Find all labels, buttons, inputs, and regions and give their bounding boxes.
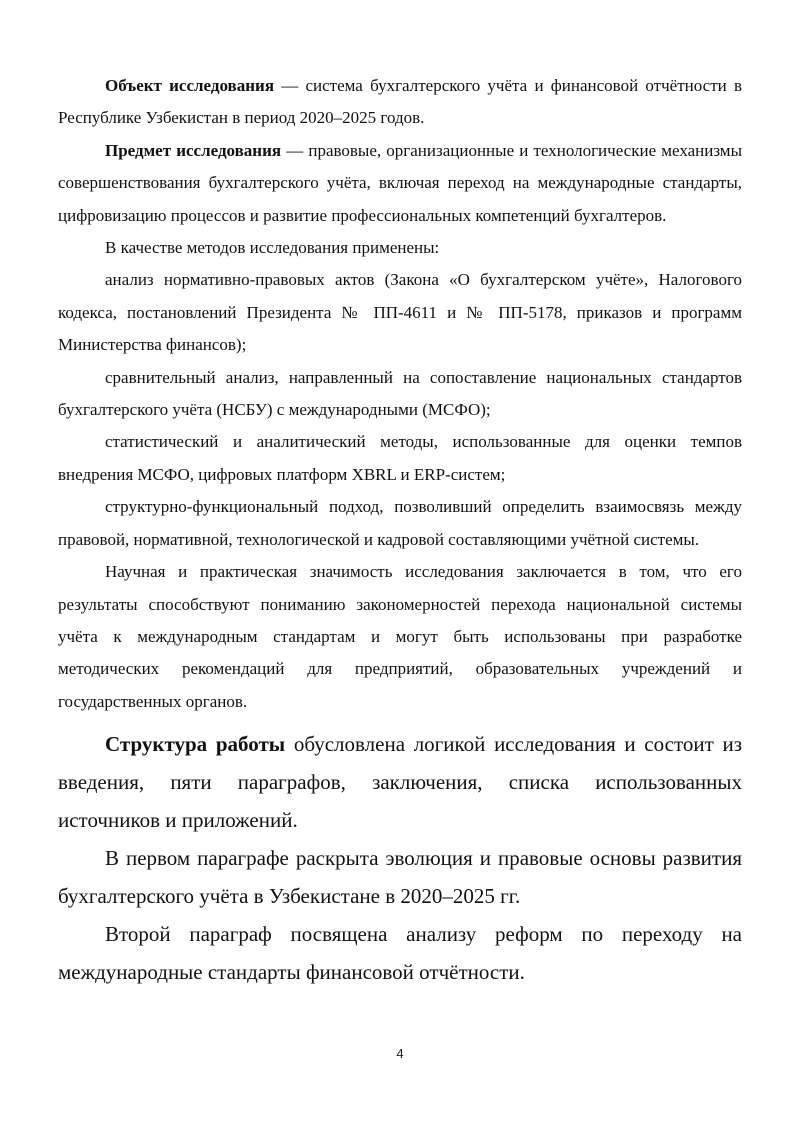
document-page <box>58 70 742 991</box>
structure-text: обусловлена логикой исследования и состоит из введения, пяти параграфов, заключения, списка использованных источников и приложений. <box>58 732 742 833</box>
significance-paragraph: Научная и практическая значимость исследования заключается в том, что его результаты способствуют пониманию закономерностей перехода национальной системы учёта к международным стандартам и могут быть использованы при разработке методических рекомендаций для предприятий, образовательных учреждений и государственных органов. <box>58 562 742 711</box>
method-item: сравнительный анализ, направленный на сопоставление национальных стандартов бухгалтерского учёта (НСБУ) с международными (МСФО); <box>58 367 742 420</box>
research-subject-paragraph <box>58 135 742 232</box>
method-item: статистический и аналитический методы, использованные для оценки темпов внедрения МСФО, цифровых платформ XBRL и ERP-систем; <box>58 432 742 484</box>
structure-term: Структура работы <box>105 732 286 757</box>
research-subject-text: — правовые, организационные и технологические механизмы совершенствования бухгалтерского учёта, включая переход на международные стандарты, цифровизацию процессов и развитие профессиональных компетенций бухгалтеров. <box>58 140 742 225</box>
methods-intro-paragraph: В качестве методов исследования применены: <box>105 238 440 258</box>
structure-paragraph <box>58 725 742 839</box>
method-item: анализ нормативно-правовых актов (Закона «О бухгалтерском учёте», Налогового кодекса, постановлений Президента № ПП-4611 и № ПП-5178, приказов и программ Министерства финансов); <box>58 270 742 355</box>
second-section-paragraph: Второй параграф посвящена анализу реформ по переходу на международные стандарты финансовой отчётности. <box>58 922 742 985</box>
research-subject-term: Предмет исследования <box>105 140 282 160</box>
research-object-text: — система бухгалтерского учёта и финансовой отчётности в Республике Узбекистан в период 2020–2025 годов. <box>58 76 742 128</box>
research-object-paragraph <box>58 70 742 135</box>
research-object-term: Объект исследования <box>105 76 275 95</box>
page-number: 4 <box>396 1046 404 1061</box>
first-section-paragraph: В первом параграфе раскрыта эволюция и правовые основы развития бухгалтерского учёта в Узбекистане в 2020–2025 гг. <box>58 846 742 909</box>
method-item: структурно-функциональный подход, позволивший определить взаимосвязь между правовой, нормативной, технологической и кадровой составляющими учётной системы. <box>58 497 742 549</box>
